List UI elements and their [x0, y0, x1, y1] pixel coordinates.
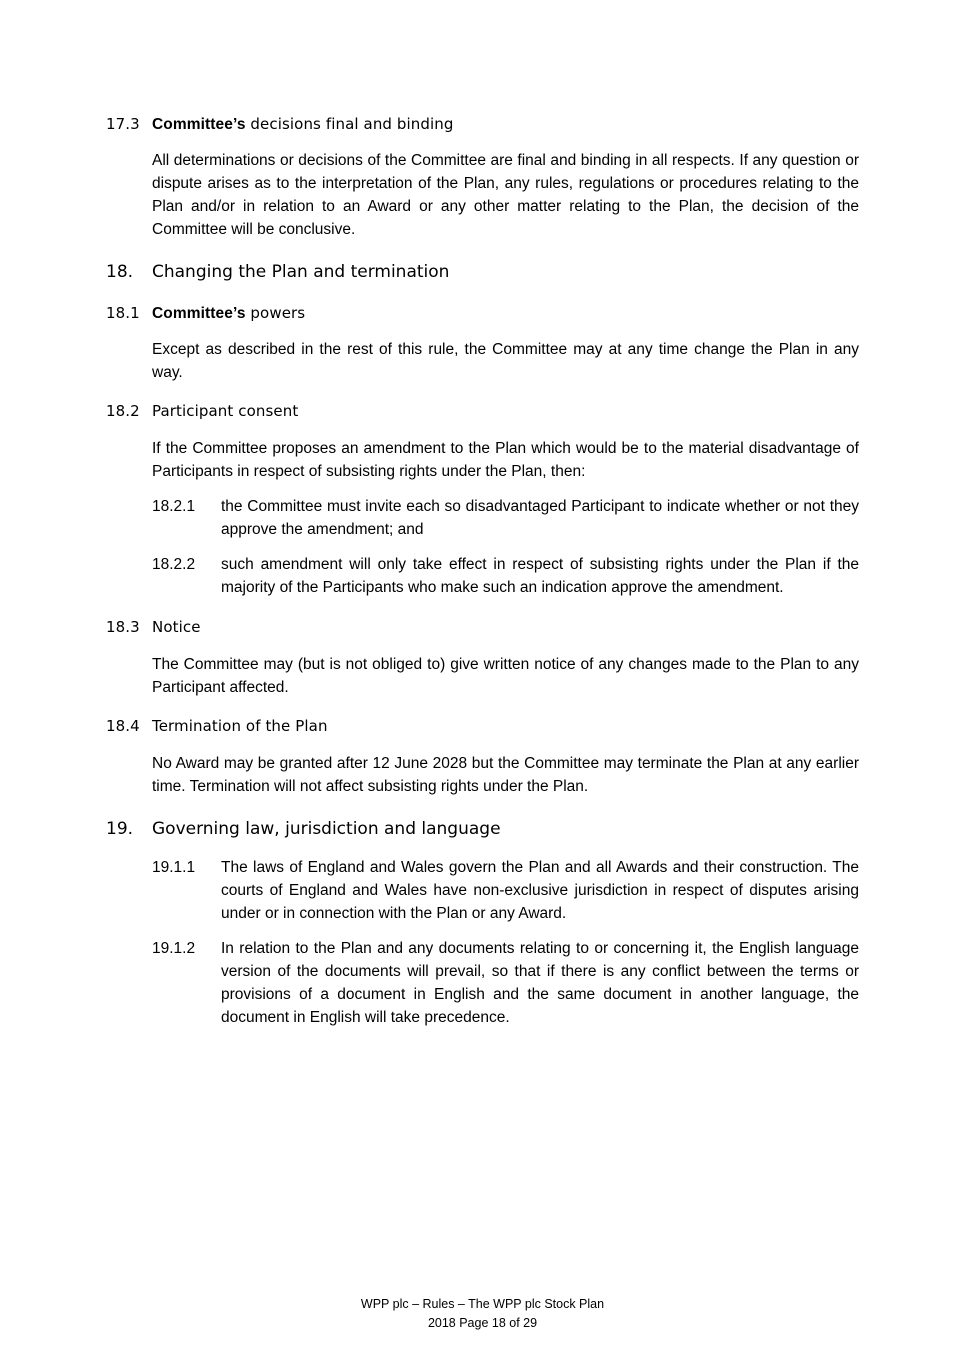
section-19-heading — [106, 818, 501, 840]
section-18-4-body: No Award may be granted after 12 June 2028 but the Committee may terminate the Plan at any earlier time. Termination will not affect subsisting rights under the Plan. — [152, 755, 859, 795]
section-number: 19. — [106, 819, 134, 839]
section-title: Governing law, jurisdiction and language — [152, 819, 501, 839]
section-17-3-heading — [106, 114, 454, 135]
section-18-heading — [106, 261, 449, 283]
list-item-19-1-1 — [152, 856, 859, 925]
item-number: 19.1.2 — [152, 940, 196, 957]
section-18-4-heading — [106, 716, 328, 736]
item-text: the Committee must invite each so disadvantaged Participant to indicate whether or not they approve the amendment; and — [221, 498, 859, 538]
item-number: 19.1.1 — [152, 859, 196, 876]
item-text: such amendment will only take effect in respect of subsisting rights under the Plan if the majority of the Participants who make such an indication approve the amendment. — [221, 556, 859, 596]
list-item-18-2-2 — [152, 553, 859, 599]
list-item-18-2-1 — [152, 495, 859, 541]
footer-page-number: 2018 Page 18 of 29 — [427, 1316, 538, 1330]
section-number: 18. — [106, 262, 134, 282]
section-18-3-body: The Committee may (but is not obliged to) give written notice of any changes made to the Plan to any Participant affected. — [152, 656, 859, 696]
section-18-1-heading — [106, 303, 305, 324]
section-title: Notice — [152, 618, 201, 636]
section-18-3-heading — [106, 617, 201, 637]
item-number: 18.2.1 — [152, 498, 196, 515]
section-number: 18.1 — [106, 304, 140, 322]
section-number: 18.2 — [106, 402, 140, 420]
section-title: decisions final and binding — [245, 115, 454, 133]
section-title-bold: Committee’s — [152, 305, 246, 322]
section-title-bold: Committee’s — [152, 116, 246, 133]
footer-title: WPP plc – Rules – The WPP plc Stock Plan — [360, 1297, 605, 1311]
section-title: Participant consent — [152, 402, 299, 420]
item-text: The laws of England and Wales govern the Plan and all Awards and their construction. The courts of England and Wales have non-exclusive jurisdiction in respect of disputes arising under or in connection with the Plan or any Award. — [221, 859, 859, 922]
section-number: 17.3 — [106, 115, 140, 133]
item-text: In relation to the Plan and any documents relating to or concerning it, the English language version of the documents will prevail, so that if there is any conflict between the terms or provisions of a document in English and the same document in another language, the document in English will take precedence. — [221, 940, 859, 1026]
section-number: 18.4 — [106, 717, 140, 735]
section-number: 18.3 — [106, 618, 140, 636]
page-footer — [0, 1295, 965, 1333]
item-number: 18.2.2 — [152, 556, 196, 573]
section-17-3-body: All determinations or decisions of the Committee are final and binding in all respects. If any question or dispute arises as to the interpretation of the Plan, any rules, regulations or procedures relating to the Plan and/or in relation to an Award or any other matter relating to the Plan, the decision of the Committee will be conclusive. — [152, 152, 859, 238]
section-18-1-body: Except as described in the rest of this rule, the Committee may at any time change the Plan in any way. — [152, 341, 859, 381]
section-18-2-body: If the Committee proposes an amendment to the Plan which would be to the material disadvantage of Participants in respect of subsisting rights under the Plan, then: — [152, 440, 859, 480]
section-title: powers — [245, 304, 306, 322]
list-item-19-1-2 — [152, 937, 859, 1029]
section-title: Changing the Plan and termination — [152, 262, 450, 282]
section-title: Termination of the Plan — [152, 717, 328, 735]
section-18-2-heading — [106, 401, 298, 421]
